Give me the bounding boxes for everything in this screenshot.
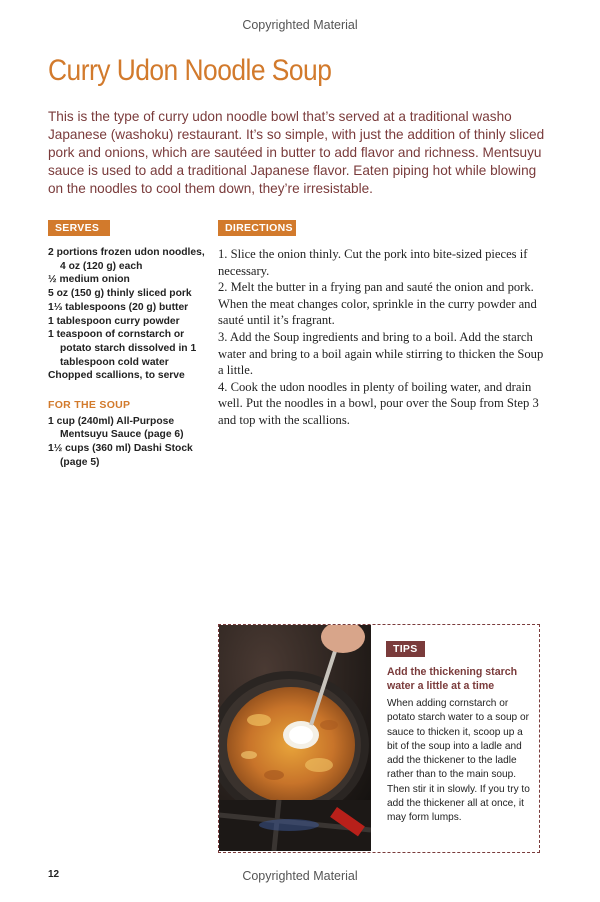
tips-body: When adding cornstarch or potato starch water to a soup or sauce to thicken it, scoop up a bit of the soup into a ladle and add the thickener to the ladle rather than to the main soup. Then stir it in slowly. If you try to add the thickener all at once, it may form lumps.: [387, 698, 530, 824]
soup-ingredient-item: 1½ cups (360 ml) Dashi Stock (page 5): [48, 443, 193, 468]
ingredients-list: [48, 246, 213, 470]
page-number: 12: [48, 869, 60, 880]
direction-step: 2. Melt the butter in a frying pan and sauté the onion and pork. When the meat changes color, sprinkle in the curry powder and sauté until it’s fragrant.: [218, 280, 537, 328]
ingredient-item: 2 portions frozen udon noodles, 4 oz (120 g) each: [48, 247, 205, 272]
soup-ingredient-item: 1 cup (240ml) All-Purpose Mentsuyu Sauce (page 6): [48, 415, 184, 441]
ingredient-item: 1 tablespoon curry powder: [48, 315, 180, 327]
tips-box: [218, 624, 540, 853]
soup-subheading: FOR THE SOUP: [48, 399, 131, 412]
tips-heading: Add the thickening starch water a little at a time: [387, 666, 518, 692]
watermark-top: Copyrighted Material: [242, 18, 358, 32]
ingredient-item: Chopped scallions, to serve: [48, 370, 185, 382]
directions-badge: DIRECTIONS: [218, 220, 296, 236]
tips-badge: TIPS: [386, 641, 425, 657]
direction-step: 4. Cook the udon noodles in plenty of boiling water, and drain well. Put the noodles in a bowl, pour over the Soup from Step 3 and top with the scallions.: [218, 379, 539, 427]
ingredient-item: ½ medium onion: [48, 274, 130, 286]
directions-list: [218, 246, 548, 429]
serves-badge: SERVES 2: [48, 220, 110, 236]
curry-soup-photo: [219, 625, 371, 851]
ingredient-item: 1⅓ tablespoons (20 g) butter: [48, 301, 189, 313]
ingredient-item: 1 teaspoon of cornstarch or potato starch dissolved in 1 tablespoon cold water: [48, 329, 197, 368]
recipe-title: Curry Udon Noodle Soup: [48, 54, 332, 87]
ingredient-item: 5 oz (150 g) thinly sliced pork: [48, 288, 192, 300]
recipe-intro: This is the type of curry udon noodle bowl that’s served at a traditional washo Japanese (washoku) restaurant. It’s so simple, with just the addition of thinly sliced pork and onions, which are sautéed in butter to add flavor and richness. Mentsuyu sauce is used to add a traditional Japanese flavor. Eaten piping hot while blowing on the noodles to cool them down, they’re irresistable.: [48, 109, 545, 196]
watermark-bottom: Copyrighted Material: [242, 869, 358, 883]
direction-step: 3. Add the Soup ingredients and bring to a boil. Add the starch water and bring to a boil again while stirring to thicken the Soup a little.: [218, 329, 544, 378]
direction-step: 1. Slice the onion thinly. Cut the pork into bite-sized pieces if necessary.: [218, 247, 528, 278]
